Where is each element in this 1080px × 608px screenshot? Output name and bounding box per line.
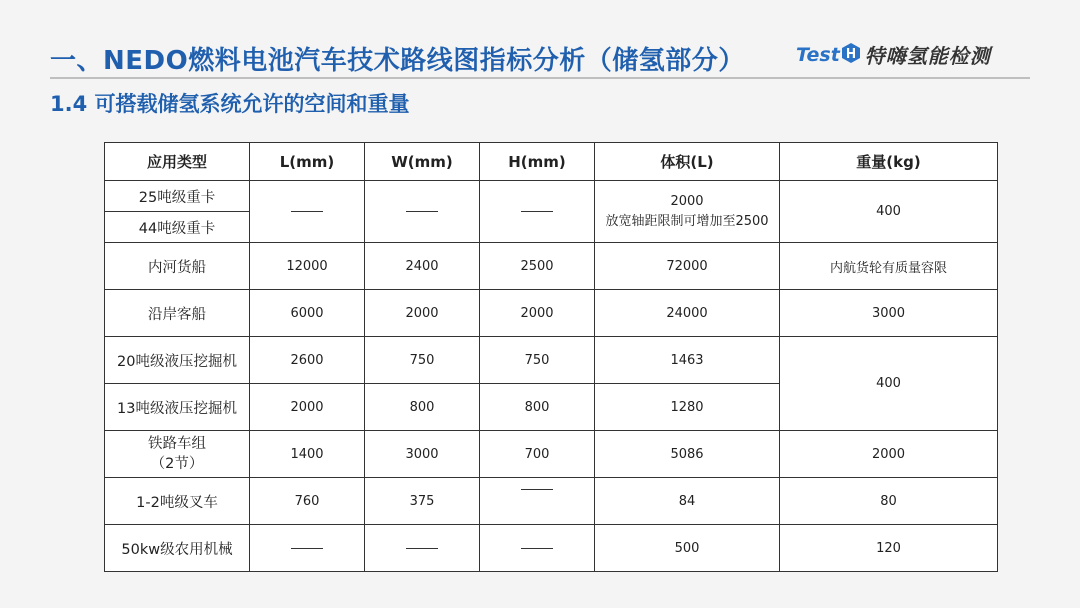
- col-header-type: 应用类型: [105, 143, 250, 181]
- table-row: [105, 431, 998, 478]
- dash-mark: [291, 211, 323, 212]
- row-name-forklift: 1-2吨级叉车: [105, 478, 250, 525]
- cell-truck-height: [480, 181, 595, 243]
- cell-volume: 1463: [595, 337, 780, 384]
- cell-height: 2500: [480, 243, 595, 290]
- cell-truck-width: [365, 181, 480, 243]
- cell-volume: 1280: [595, 384, 780, 431]
- cell-weight: 2000: [780, 431, 998, 478]
- cell-weight: 80: [780, 478, 998, 525]
- page-title: 一、NEDO燃料电池汽车技术路线图指标分析（储氢部分）: [50, 46, 745, 76]
- row-name-coastal-passenger: 沿岸客船: [105, 290, 250, 337]
- dash-mark: [521, 548, 553, 549]
- cell-length: 2600: [250, 337, 365, 384]
- cell-length: 2000: [250, 384, 365, 431]
- cell-volume: 24000: [595, 290, 780, 337]
- row-name-25t-truck: 25吨级重卡: [105, 181, 250, 212]
- table-row: [105, 478, 998, 525]
- truck-volume-note: 放宽轴距限制可增加至2500: [605, 213, 769, 229]
- col-header-width: W(mm): [365, 143, 480, 181]
- cell-width: 375: [365, 478, 480, 525]
- cell-height: 800: [480, 384, 595, 431]
- cell-length: 6000: [250, 290, 365, 337]
- rail-name-line2: （2节）: [150, 456, 204, 472]
- row-name-agri-machinery: 50kw级农用机械: [105, 525, 250, 572]
- cell-width: 750: [365, 337, 480, 384]
- dash-mark: [521, 211, 553, 212]
- row-name-rail: [105, 431, 250, 478]
- row-name-river-cargo: 内河货船: [105, 243, 250, 290]
- cell-width: 2400: [365, 243, 480, 290]
- cell-width: 2000: [365, 290, 480, 337]
- col-header-height: H(mm): [480, 143, 595, 181]
- cell-length: [250, 525, 365, 572]
- table-row: [105, 525, 998, 572]
- col-header-length: L(mm): [250, 143, 365, 181]
- dash-mark: [406, 548, 438, 549]
- table-header-row: [105, 143, 998, 181]
- hydrogen-storage-table: [104, 142, 998, 572]
- table-row: [105, 181, 998, 212]
- row-name-excavator-13t: 13吨级液压挖掘机: [105, 384, 250, 431]
- cell-truck-weight: 400: [780, 181, 998, 243]
- dash-mark: [521, 489, 553, 490]
- dash-mark: [291, 548, 323, 549]
- cell-width: [365, 525, 480, 572]
- cell-height: 700: [480, 431, 595, 478]
- table-row: [105, 290, 998, 337]
- cell-height: [480, 478, 595, 525]
- brand-logo: [796, 40, 991, 69]
- section-subtitle: 1.4 可搭载储氢系统允许的空间和重量: [50, 92, 410, 116]
- logo-brand-name: 特嗨氢能检测: [864, 44, 991, 68]
- cell-length: 12000: [250, 243, 365, 290]
- col-header-volume: 体积(L): [595, 143, 780, 181]
- cell-weight: 3000: [780, 290, 998, 337]
- title-divider: [50, 77, 1030, 79]
- cell-volume: 5086: [595, 431, 780, 478]
- row-name-excavator-20t: 20吨级液压挖掘机: [105, 337, 250, 384]
- table-row: [105, 243, 998, 290]
- cell-excavator-weight: 400: [780, 337, 998, 431]
- cell-height: 750: [480, 337, 595, 384]
- cell-height: 2000: [480, 290, 595, 337]
- cell-truck-volume: [595, 181, 780, 243]
- rail-name-line1: 铁路车组: [148, 436, 206, 452]
- row-name-44t-truck: 44吨级重卡: [105, 212, 250, 243]
- logo-test-text: Test: [796, 43, 840, 66]
- hydrogen-logo-icon: [841, 42, 861, 68]
- cell-height: [480, 525, 595, 572]
- cell-width: 3000: [365, 431, 480, 478]
- cell-length: 1400: [250, 431, 365, 478]
- truck-volume-value: 2000: [670, 193, 704, 209]
- cell-volume: 72000: [595, 243, 780, 290]
- dash-mark: [406, 211, 438, 212]
- cell-length: 760: [250, 478, 365, 525]
- col-header-weight: 重量(kg): [780, 143, 998, 181]
- cell-truck-length: [250, 181, 365, 243]
- cell-weight: 内航货轮有质量容限: [780, 243, 998, 290]
- cell-volume: 500: [595, 525, 780, 572]
- cell-width: 800: [365, 384, 480, 431]
- cell-volume: 84: [595, 478, 780, 525]
- table-row: [105, 337, 998, 384]
- cell-weight: 120: [780, 525, 998, 572]
